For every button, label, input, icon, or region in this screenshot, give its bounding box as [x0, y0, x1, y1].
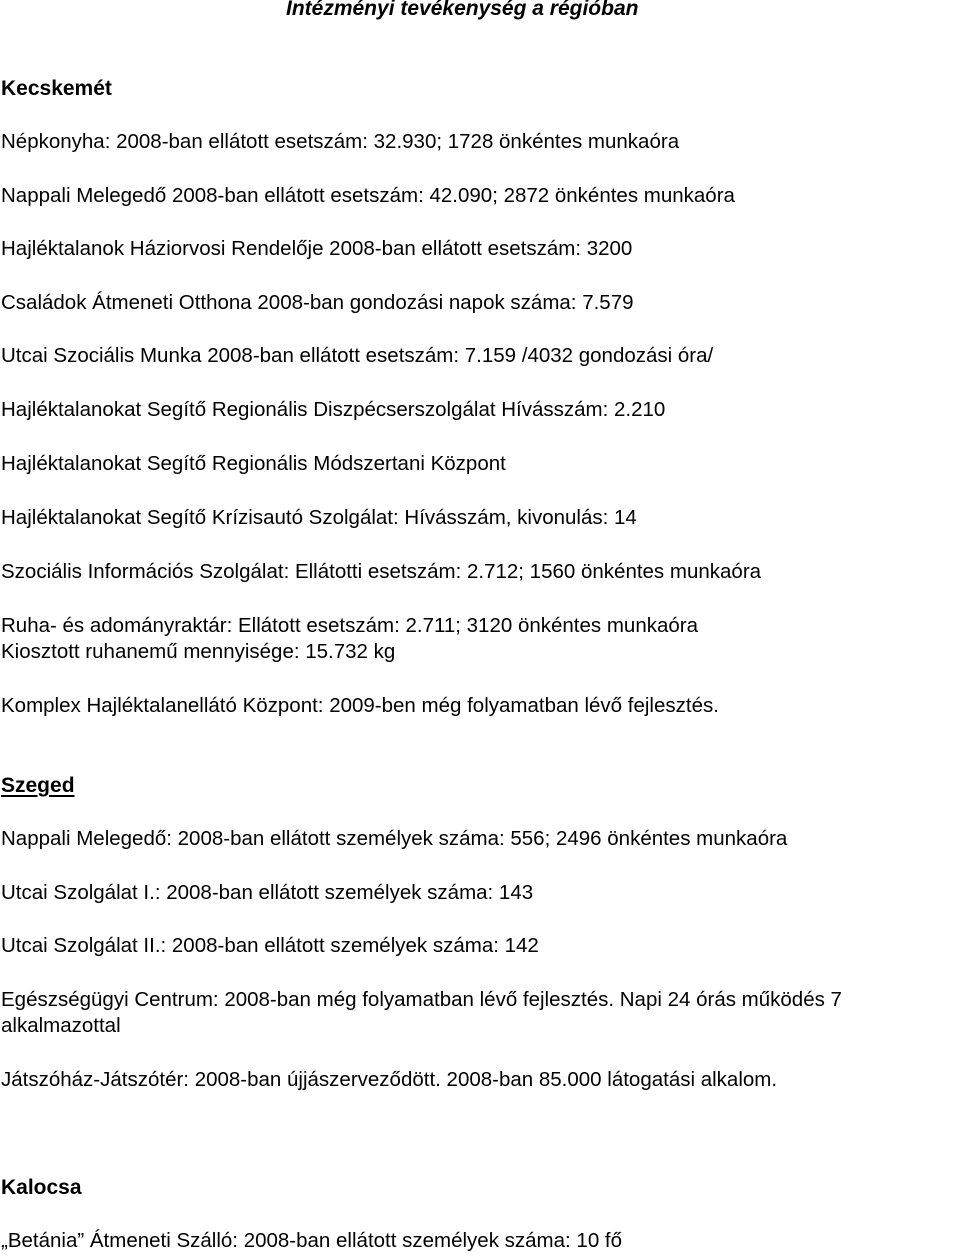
section-heading-szeged: Szeged — [1, 774, 75, 797]
text-line: Szociális Információs Szolgálat: Ellátotti esetszám: 2.712; 1560 önkéntes munkaóra — [1, 560, 762, 583]
text-line: Hajléktalanokat Segítő Regionális Diszpécserszolgálat Hívásszám: 2.210 — [1, 398, 666, 421]
text-line: Kiosztott ruhanemű mennyisége: 15.732 kg — [1, 640, 396, 663]
text-line: alkalmazottal — [1, 1014, 121, 1037]
document-title: Intézményi tevékenység a régióban — [286, 0, 639, 20]
text-line: Játszóház-Játszótér: 2008-ban újjászerveződött. 2008-ban 85.000 látogatási alkalom. — [1, 1068, 778, 1091]
text-line: Utcai Szolgálat I.: 2008-ban ellátott személyek száma: 143 — [1, 881, 534, 904]
text-line: Nappali Melegedő: 2008-ban ellátott személyek száma: 556; 2496 önkéntes munkaóra — [1, 827, 788, 850]
text-line: Egészségügyi Centrum: 2008-ban még folyamatban lévő fejlesztés. Napi 24 órás működés 7 — [1, 988, 842, 1011]
text-line: Nappali Melegedő 2008-ban ellátott esetszám: 42.090; 2872 önkéntes munkaóra — [1, 184, 735, 207]
text-line: „Betánia” Átmeneti Szálló: 2008-ban ellátott személyek száma: 10 fő — [1, 1229, 623, 1252]
text-line: Hajléktalanok Háziorvosi Rendelője 2008-ban ellátott esetszám: 3200 — [1, 237, 633, 260]
text-line: Utcai Szociális Munka 2008-ban ellátott esetszám: 7.159 /4032 gondozási óra/ — [1, 344, 714, 367]
text-line: Ruha- és adományraktár: Ellátott esetszám: 2.711; 3120 önkéntes munkaóra — [1, 614, 699, 637]
text-line: Családok Átmeneti Otthona 2008-ban gondozási napok száma: 7.579 — [1, 291, 634, 314]
text-line: Komplex Hajléktalanellátó Központ: 2009-ben még folyamatban lévő fejlesztés. — [1, 694, 719, 717]
text-line: Utcai Szolgálat II.: 2008-ban ellátott személyek száma: 142 — [1, 934, 539, 957]
section-heading-kalocsa: Kalocsa — [1, 1176, 82, 1199]
section-heading-kecskemet: Kecskemét — [1, 77, 112, 100]
text-line: Népkonyha: 2008-ban ellátott esetszám: 32.930; 1728 önkéntes munkaóra — [1, 130, 680, 153]
text-line: Hajléktalanokat Segítő Krízisautó Szolgálat: Hívásszám, kivonulás: 14 — [1, 506, 637, 529]
text-line: Hajléktalanokat Segítő Regionális Módszertani Központ — [1, 452, 506, 475]
